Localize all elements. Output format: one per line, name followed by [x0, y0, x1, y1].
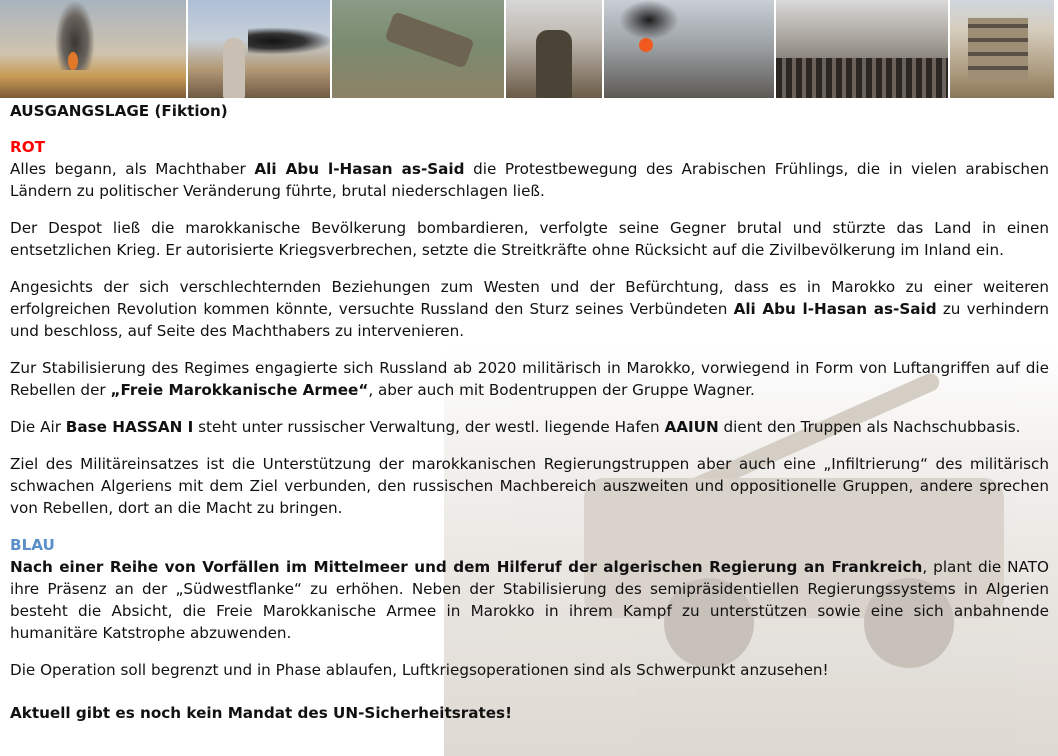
bombed-street-fire-photo	[604, 0, 774, 98]
section-label-red: ROT	[10, 138, 45, 156]
mandate-notice: Aktuell gibt es noch kein Mandat des UN-Sicherheitsrates!	[10, 704, 513, 722]
destroyed-tank-photo	[332, 0, 504, 98]
port-name: AAIUN	[664, 418, 719, 436]
paragraph-blue-2: Die Operation soll begrenzt und in Phase ablaufen, Luftkriegsoperationen sind als Schwerpunkt anzusehen!	[10, 661, 829, 679]
paragraph-red-5	[10, 416, 1049, 438]
paragraph-red-4	[10, 357, 1049, 401]
paragraph-red-6: Ziel des Militäreinsatzes ist die Unterstützung der marokkanischen Regierungstruppen aber auch eine „Infiltrierung“ des militärisch schwachen Algeriens mit dem Ziel verbunden, den russischen Machbereich auszweiten und oppositionelle Gruppen, andere sprechen von Rebellen, dort an die Macht zu bringen.	[10, 455, 1049, 517]
fighter-with-weapon-photo	[506, 0, 602, 98]
smoke-plume-city-photo	[0, 0, 186, 98]
text-run: steht unter russischer Verwaltung, der westl. liegende Hafen	[193, 418, 665, 436]
rebel-army-name: „Freie Marokkanische Armee“	[110, 381, 369, 399]
ruler-name: Ali Abu l-Hasan as-Said	[254, 160, 465, 178]
burning-tires-person-photo	[188, 0, 330, 98]
refugee-crowd-ruins-photo	[776, 0, 948, 98]
text-run: die Protestbewegung des Arabischen Frühlings, die in vielen arabischen Ländern zu politischer Veränderung führte, brutal niederschlagen ließ.	[10, 160, 1049, 200]
paragraph-red-3	[10, 276, 1049, 342]
document-heading: AUSGANGSLAGE (Fiktion)	[10, 102, 228, 120]
header-image-strip	[0, 0, 1058, 98]
ruined-building-photo	[950, 0, 1054, 98]
paragraph-blue-1	[10, 556, 1049, 644]
text-run-bold: Nach einer Reihe von Vorfällen im Mittelmeer und dem Hilferuf der algerischen Regierung an Frankreich	[10, 558, 923, 576]
text-run: Angesichts der sich verschlechternden Beziehungen zum Westen und der Befürchtung, dass es in Marokko zu einer weiteren erfolgreichen Revolution kommen könnte, versuchte Russland den Sturz seines Verbündeten	[10, 278, 1049, 318]
section-label-blue: BLAU	[10, 536, 55, 554]
text-run: , plant die NATO ihre Präsenz an der „Südwestflanke“ zu erhöhen. Neben der Stabilisierung des semipräsidentiellen Regierungssystems in Algerien besteht die Absicht, die Freie Marokkanische Armee in Marokko in ihrem Kampf zu unterstützen sowie eine sich anbahnende humanitäre Katstrophe abzuwenden.	[10, 558, 1049, 642]
paragraph-red-1	[10, 158, 1049, 202]
paragraph-red-2: Der Despot ließ die marokkanische Bevölkerung bombardieren, verfolgte seine Gegner brutal und stürzte das Land in einen entsetzlichen Krieg. Er autorisierte Kriegsverbrechen, setzte die Streitkräfte ohne Rücksicht auf die Zivilbevölkerung im Inland ein.	[10, 219, 1049, 259]
text-run: Zur Stabilisierung des Regimes engagierte sich Russland ab 2020 militärisch in Marokko, vorwiegend in Form von Luftangriffen auf die Rebellen der	[10, 359, 1049, 399]
ruler-name: Ali Abu l-Hasan as-Said	[733, 300, 937, 318]
scenario-document	[10, 100, 1049, 724]
text-run: , aber auch mit Bodentruppen der Gruppe Wagner.	[368, 381, 755, 399]
text-run: Alles begann, als Machthaber	[10, 160, 255, 178]
text-run: Die Air	[10, 418, 66, 436]
air-base-name: Base HASSAN I	[65, 418, 194, 436]
text-run: zu verhindern und beschloss, auf Seite des Machthabers zu intervenieren.	[10, 300, 1049, 340]
text-run: dient den Truppen als Nachschubbasis.	[718, 418, 1021, 436]
